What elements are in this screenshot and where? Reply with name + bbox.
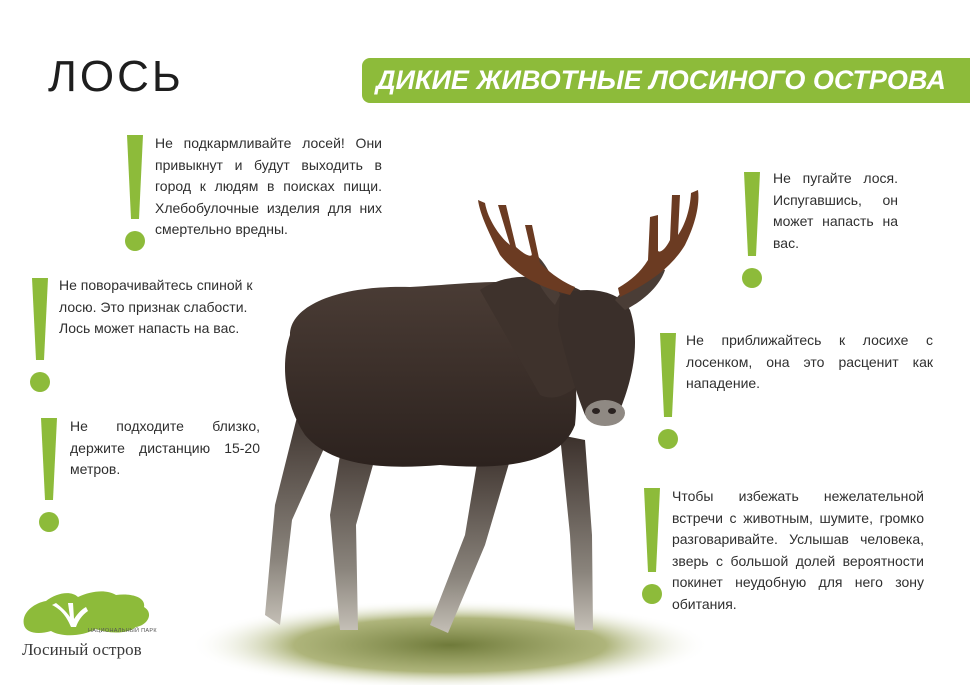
tip-text: Не поворачивайтесь спиной к лосю. Это признак слабости. Лось может напасть на вас.: [59, 277, 253, 336]
tip-text: Чтобы избежать нежелательной встречи с животным, шумите, громко разговаривайте. Услышав человека, зверь с большой долей вероятности покинет неудобную для него зону обитания.: [672, 488, 924, 612]
page-title: ЛОСЬ: [48, 52, 184, 101]
exclamation-icon: [124, 135, 146, 253]
exclamation-icon: [657, 333, 679, 451]
logo-subtitle: НАЦИОНАЛЬНЫЙ ПАРК: [88, 628, 157, 634]
exclamation-icon: [29, 278, 51, 394]
tip-text: Не приближайтесь к лосихе с лосенком, она это расценит как нападение.: [686, 332, 933, 391]
tip-text: Не подходите близко, держите дистанцию 15-20 метров.: [70, 418, 260, 477]
banner-text: ДИКИЕ ЖИВОТНЫЕ ЛОСИНОГО ОСТРОВА: [376, 65, 946, 95]
tip-text: Не подкармливайте лосей! Они привыкнут и будут выходить в город к людям в поисках пищи. Хлебобулочные изделия для них смертельно вредны.: [155, 135, 382, 237]
header-banner: [362, 58, 970, 103]
moose-illustration: [180, 175, 740, 685]
exclamation-icon: [641, 488, 663, 606]
logo-name: Лосиный остров: [22, 640, 142, 659]
exclamation-icon: [741, 172, 763, 290]
tip-text: Не пугайте лося. Испугавшись, он может напасть на вас.: [773, 170, 898, 251]
exclamation-icon: [38, 418, 60, 534]
